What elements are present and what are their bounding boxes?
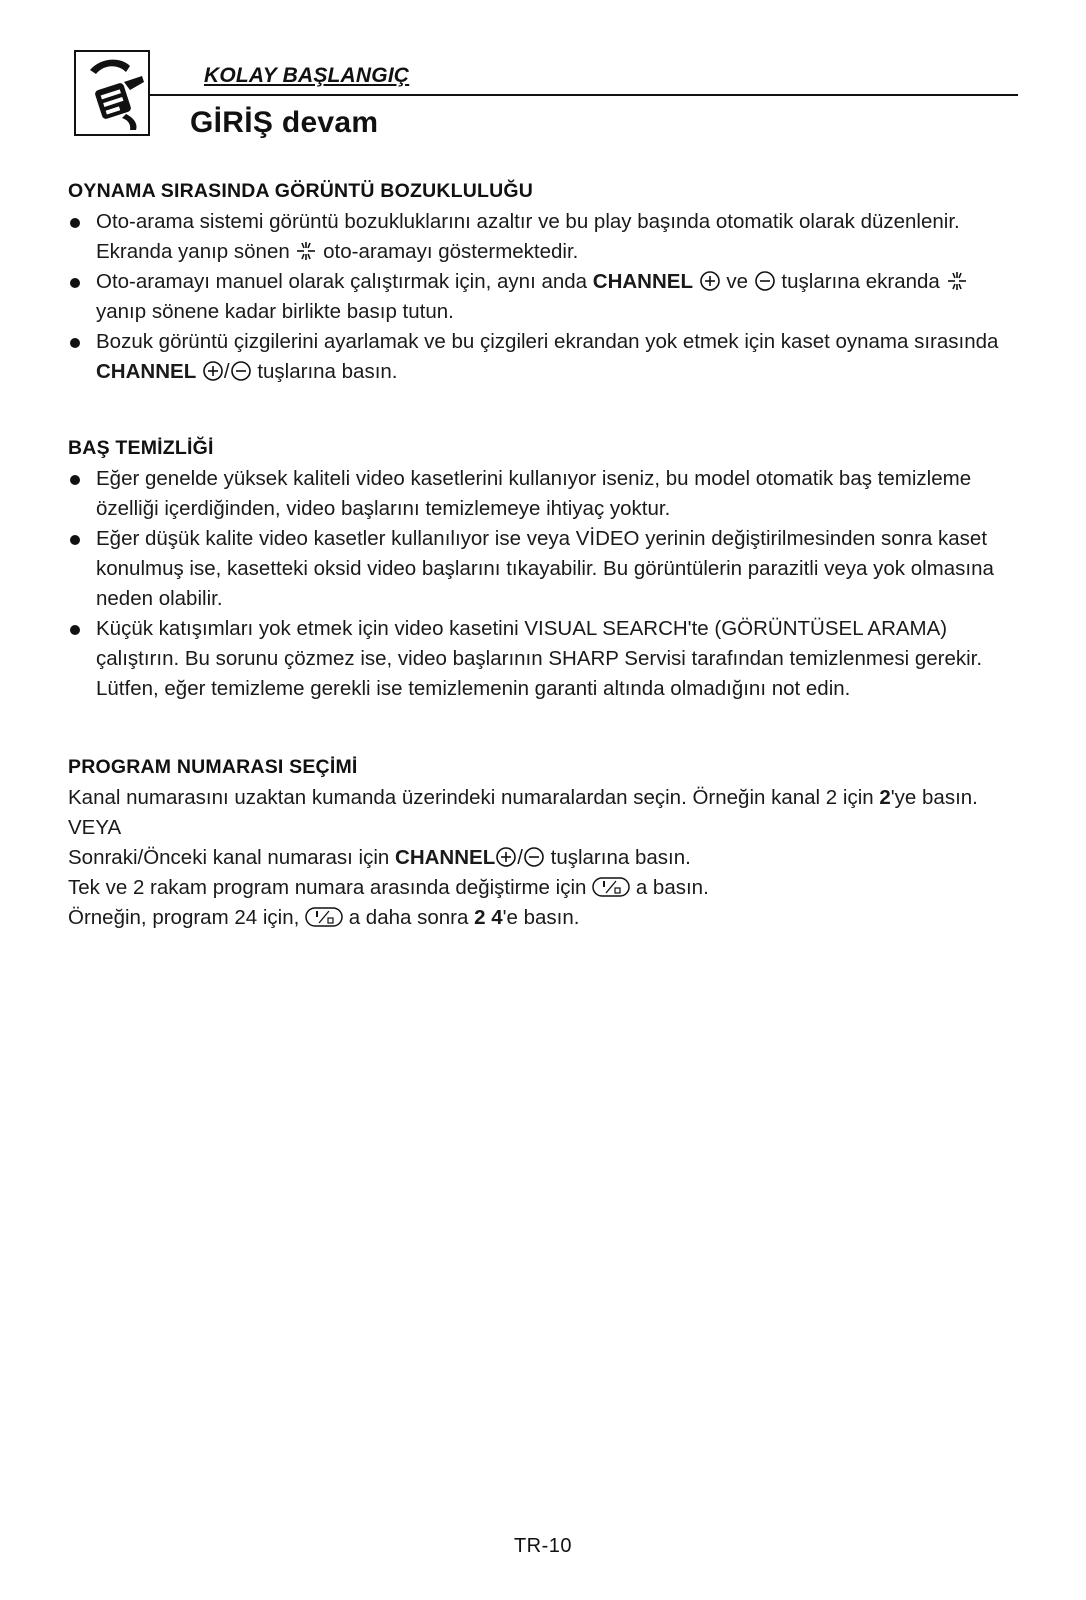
paragraph xyxy=(68,903,1008,933)
paragraph xyxy=(68,873,1008,903)
paragraph-text: a daha sonra xyxy=(343,906,475,929)
paragraph: VEYA xyxy=(68,816,122,839)
bullet-list xyxy=(68,207,1008,387)
list-item xyxy=(68,267,1008,327)
circled-minus-icon xyxy=(230,360,252,382)
list-item xyxy=(68,207,1008,267)
header-rule xyxy=(150,94,1018,96)
item-text: Oto-arama sistemi görüntü bozukluklarını azaltır ve bu play başında otomatik olarak düzenlenir. Ekranda yanıp sönen xyxy=(96,210,960,263)
paragraph-text: Sonraki/Önceki kanal numarası için xyxy=(68,846,396,869)
hand-pressing-remote-icon xyxy=(74,50,150,136)
list-item xyxy=(68,327,1008,387)
digit-key-label: 2 xyxy=(879,786,891,809)
channel-key-label: CHANNEL xyxy=(592,270,693,293)
item-text: ve xyxy=(720,270,754,293)
paragraph-text: tuşlarına basın. xyxy=(544,846,691,869)
page-number: TR-10 xyxy=(513,1535,573,1557)
page-title: GİRİŞ devam xyxy=(190,106,379,139)
paragraph xyxy=(68,783,1008,813)
item-text: yanıp sönene kadar birlikte basıp tutun. xyxy=(96,300,454,323)
section-heading: OYNAMA SIRASINDA GÖRÜNTÜ BOZUKLULUĞU xyxy=(68,180,534,202)
item-text: oto-aramayı göstermektedir. xyxy=(317,240,579,263)
circled-minus-icon xyxy=(754,270,776,292)
list-item: Küçük katışımları yok etmek için video kasetini VISUAL SEARCH'te (GÖRÜNTÜSEL ARAMA) çalıştırın. Bu sorunu çözmez ise, video başlarının SHARP Servisi tarafından temizlenmesi gerekir. Lütfen, eğer temizleme gerekli ise temizlemenin garanti altında olmadığını not edin. xyxy=(68,614,1008,704)
one-two-digit-key-icon xyxy=(592,876,630,898)
section-heading: PROGRAM NUMARASI SEÇİMİ xyxy=(68,756,358,778)
paragraph xyxy=(68,843,1008,873)
section-head-cleaning xyxy=(68,437,1008,704)
circled-plus-icon xyxy=(699,270,721,292)
section-label: KOLAY BAŞLANGIÇ xyxy=(204,64,410,87)
paragraph-text: Tek ve 2 rakam program numara arasında değiştirme için xyxy=(68,876,593,899)
channel-key-label: CHANNEL xyxy=(96,360,197,383)
section-heading: BAŞ TEMİZLİĞİ xyxy=(68,437,214,459)
paragraph-text: 'ye basın. xyxy=(890,786,978,809)
digit-key-label: 2 4 xyxy=(474,906,503,929)
circled-minus-icon xyxy=(523,846,545,868)
paragraph-text: 'e basın. xyxy=(502,906,580,929)
flashing-autosearch-icon xyxy=(295,240,317,262)
list-item: Eğer düşük kalite video kasetler kullanılıyor ise veya VİDEO yerinin değiştirilmesinden sonra kaset konulmuş ise, kasetteki oksid video başlarını tıkayabilir. Bu görüntülerin parazitli veya yok olmasına neden olabilir. xyxy=(68,524,1008,614)
paragraph-text: a basın. xyxy=(630,876,709,899)
paragraph-text: Örneğin, program 24 için, xyxy=(68,906,306,929)
section-playback-distortion xyxy=(68,180,1008,387)
item-text: Bozuk görüntü çizgilerini ayarlamak ve bu çizgileri ekrandan yok etmek için kaset oynama sırasında xyxy=(96,330,999,353)
one-two-digit-key-icon xyxy=(305,906,343,928)
list-item: Eğer genelde yüksek kaliteli video kasetlerini kullanıyor iseniz, bu model otomatik baş temizleme özelliği içerdiğinden, video başlarını temizlemeye ihtiyaç yoktur. xyxy=(68,464,1008,524)
section-program-number xyxy=(68,756,1008,933)
separator: / xyxy=(223,360,230,383)
circled-plus-icon xyxy=(202,360,224,382)
flashing-autosearch-icon xyxy=(946,270,968,292)
bullet-list xyxy=(68,464,1008,704)
item-text: tuşlarına basın. xyxy=(251,360,398,383)
item-text: tuşlarına ekranda xyxy=(775,270,946,293)
content xyxy=(68,180,1008,933)
separator: / xyxy=(517,846,523,869)
item-text: Oto-aramayı manuel olarak çalıştırmak için, aynı anda xyxy=(96,270,593,293)
paragraph-text: Kanal numarasını uzaktan kumanda üzerindeki numaralardan seçin. Örneğin kanal 2 için xyxy=(68,786,880,809)
circled-plus-icon xyxy=(495,846,517,868)
channel-key-label: CHANNEL xyxy=(395,846,496,869)
